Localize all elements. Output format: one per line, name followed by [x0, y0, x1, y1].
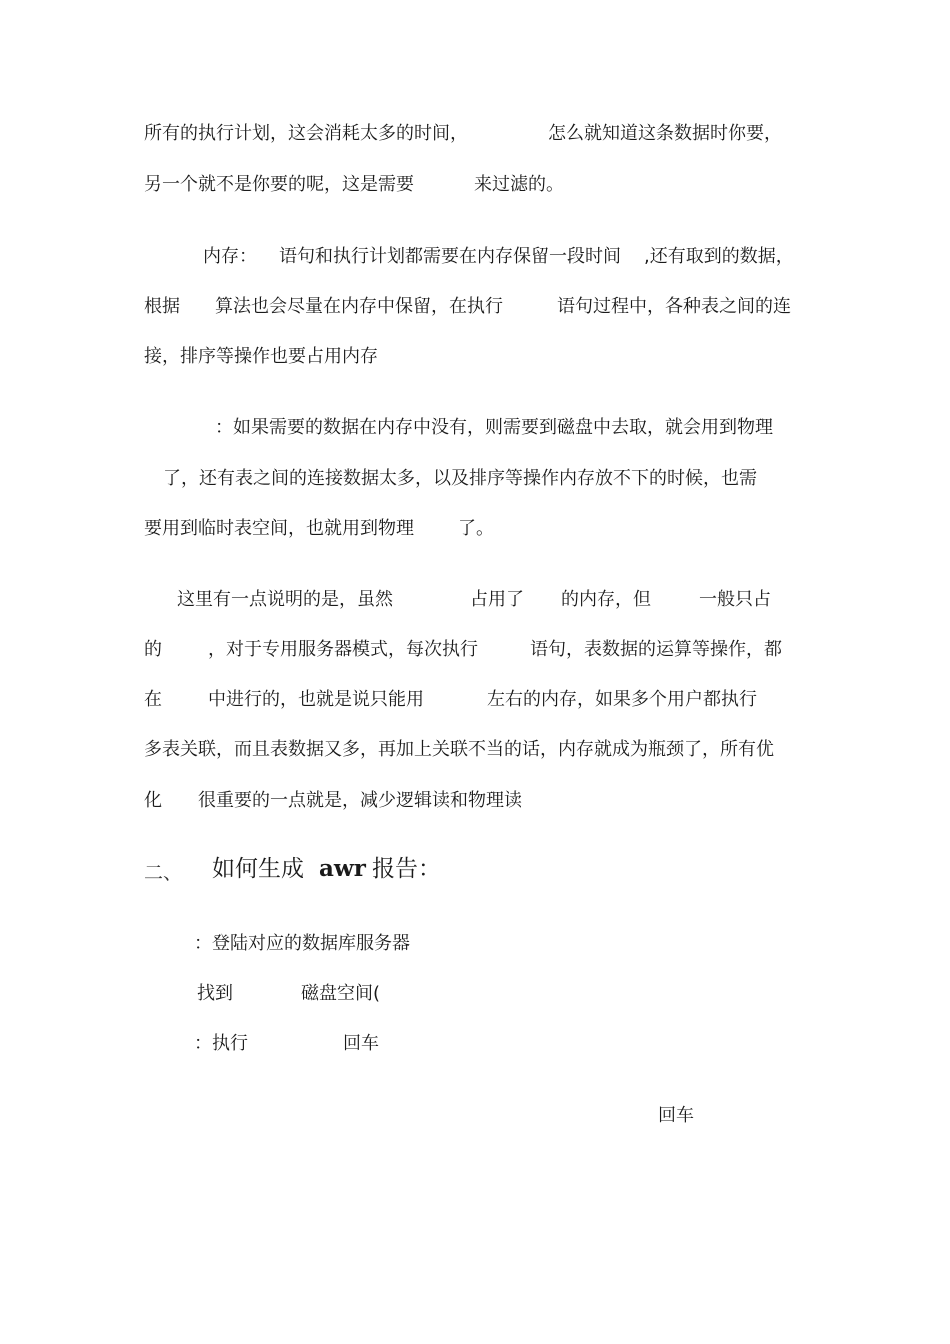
text-segment: 的内存，但 [561, 589, 651, 610]
paragraph-line [0, 514, 950, 544]
heading-text: 如何生成 [212, 856, 304, 882]
text-segment: 根据 [144, 296, 180, 317]
paragraph-line [0, 585, 950, 615]
step-line [0, 979, 950, 1009]
text-segment: ，对于专用服务器模式，每次执行 [208, 639, 478, 660]
paragraph-line [0, 170, 950, 200]
text-segment: 怎么就知道这条数据时你要， [548, 123, 782, 144]
heading-text: 报告： [372, 856, 441, 882]
step-text: 回车 [658, 1105, 694, 1126]
step-text: ：执行 [194, 1033, 248, 1054]
paragraph-line [0, 242, 950, 272]
paragraph-line [0, 342, 950, 372]
text-segment: 算法也会尽量在内存中保留，在执行 [215, 296, 503, 317]
paragraph-line [0, 292, 950, 322]
paragraph-line [0, 635, 950, 665]
text-segment: 了。 [458, 518, 494, 539]
text-segment: 语句和执行计划都需要在内存保留一段时间 [279, 246, 621, 267]
text-segment: 化 [144, 790, 162, 811]
paragraph-line [0, 413, 950, 443]
text-segment: 这里有一点说明的是，虽然 [177, 589, 393, 610]
step-text: 找到 [197, 983, 233, 1004]
step-line [0, 1029, 950, 1059]
step-text: 磁盘空间( [301, 983, 381, 1004]
text-segment: ,还有取到的数据， [644, 246, 794, 267]
text-segment: 占用了 [470, 589, 524, 610]
step-line [0, 1101, 950, 1131]
paragraph-line [0, 735, 950, 765]
text-segment: ：如果需要的数据在内存中没有，则需要到磁盘中去取，就会用到物理 [215, 417, 773, 438]
text-segment: 一般只占 [699, 589, 771, 610]
step-text: ：登陆对应的数据库服务器 [194, 933, 410, 954]
text-segment: 另一个就不是你要的呢，这是需要 [144, 174, 414, 195]
text-segment: 要用到临时表空间，也就用到物理 [144, 518, 414, 539]
text-segment: 内存： [203, 246, 257, 267]
text-segment: 多表关联，而且表数据又多，再加上关联不当的话，内存就成为瓶颈了，所有优 [144, 739, 774, 760]
text-segment: 来过滤的。 [474, 174, 564, 195]
heading-number: 二、 [144, 862, 183, 884]
text-segment: 语句过程中，各种表之间的连 [557, 296, 791, 317]
text-segment: 接，排序等操作也要占用内存 [144, 346, 378, 367]
text-segment: 的 [144, 639, 162, 660]
text-segment: 中进行的，也就是说只能用 [208, 689, 424, 710]
text-segment: 左右的内存，如果多个用户都执行 [487, 689, 757, 710]
text-segment: 所有的执行计划，这会消耗太多的时间， [144, 123, 468, 144]
paragraph-line [0, 464, 950, 494]
paragraph-line [0, 685, 950, 715]
step-line [0, 929, 950, 959]
paragraph-line [0, 786, 950, 816]
text-segment: 很重要的一点就是，减少逻辑读和物理读 [198, 790, 522, 811]
step-text: 回车 [343, 1033, 379, 1054]
text-segment: 了，还有表之间的连接数据太多，以及排序等操作内存放不下的时候，也需 [163, 468, 757, 489]
paragraph-line [0, 119, 950, 149]
section-heading [0, 851, 950, 887]
heading-keyword: awr [319, 855, 366, 882]
text-segment: 语句，表数据的运算等操作，都 [530, 639, 782, 660]
text-segment: 在 [144, 689, 162, 710]
